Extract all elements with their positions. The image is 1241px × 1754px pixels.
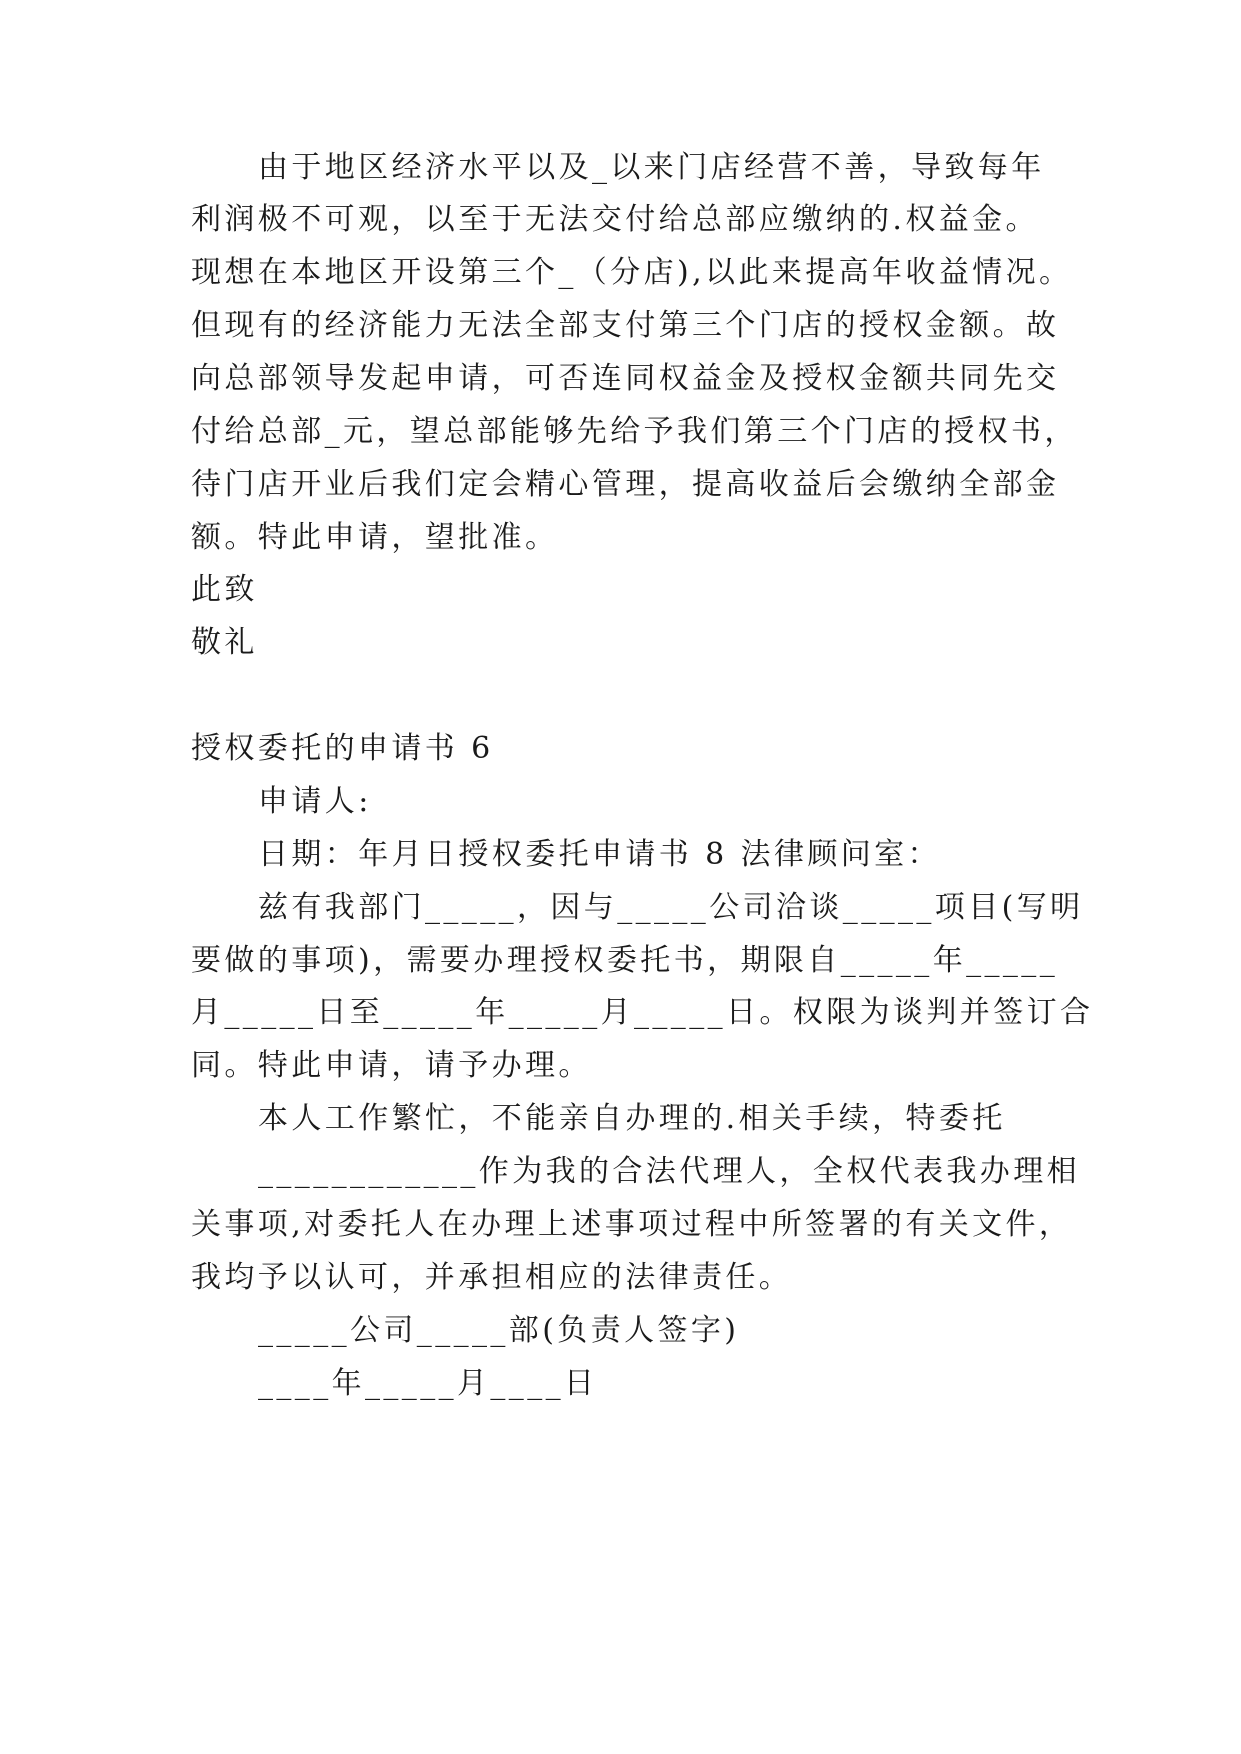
- closing-line: 敬礼: [191, 625, 258, 660]
- section-heading: 授权委托的申请书 6: [191, 731, 494, 766]
- paragraph-line: 兹有我部门_____，因与_____公司洽谈_____项目(写明: [258, 890, 1084, 925]
- paragraph-line: 付给总部_元，望总部能够先给予我们第三个门店的授权书，: [191, 414, 1078, 449]
- closing-line: 此致: [191, 572, 258, 607]
- signature-line: _____公司_____部(负责人签字): [258, 1313, 740, 1348]
- date-blank-line: ____年_____月____日: [258, 1366, 598, 1401]
- paragraph-line: 待门店开业后我们定会精心管理，提高收益后会缴纳全部金: [191, 467, 1060, 502]
- paragraph-line: 额。特此申请，望批准。: [191, 520, 559, 555]
- paragraph-line: 但现有的经济能力无法全部支付第三个门店的授权金额。故: [191, 308, 1060, 343]
- paragraph-line: 向总部领导发起申请，可否连同权益金及授权金额共同先交: [191, 361, 1060, 396]
- paragraph-line: 月_____日至_____年_____月_____日。权限为谈判并签订合: [191, 995, 1094, 1030]
- applicant-line: 申请人:: [258, 784, 372, 819]
- paragraph-line: 本人工作繁忙，不能亲自办理的.相关手续，特委托: [258, 1101, 1006, 1136]
- paragraph-line: 同。特此申请，请予办理。: [191, 1048, 592, 1083]
- paragraph-line: ____________作为我的合法代理人，全权代表我办理相: [258, 1154, 1080, 1189]
- paragraph-line: 我均予以认可，并承担相应的法律责任。: [191, 1260, 793, 1295]
- date-line: 日期：年月日授权委托申请书 8 法律顾问室：: [258, 837, 941, 872]
- paragraph-line: 现想在本地区开设第三个_（分店),以此来提高年收益情况。: [191, 255, 1073, 290]
- paragraph-line: 由于地区经济水平以及_以来门店经营不善，导致每年: [258, 150, 1045, 185]
- paragraph-line: 利润极不可观，以至于无法交付给总部应缴纳的.权益金。: [191, 202, 1039, 237]
- paragraph-line: 要做的事项)，需要办理授权委托书，期限自_____年_____: [191, 943, 1059, 978]
- paragraph-line: 关事项,对委托人在办理上述事项过程中所签署的有关文件，: [191, 1207, 1073, 1242]
